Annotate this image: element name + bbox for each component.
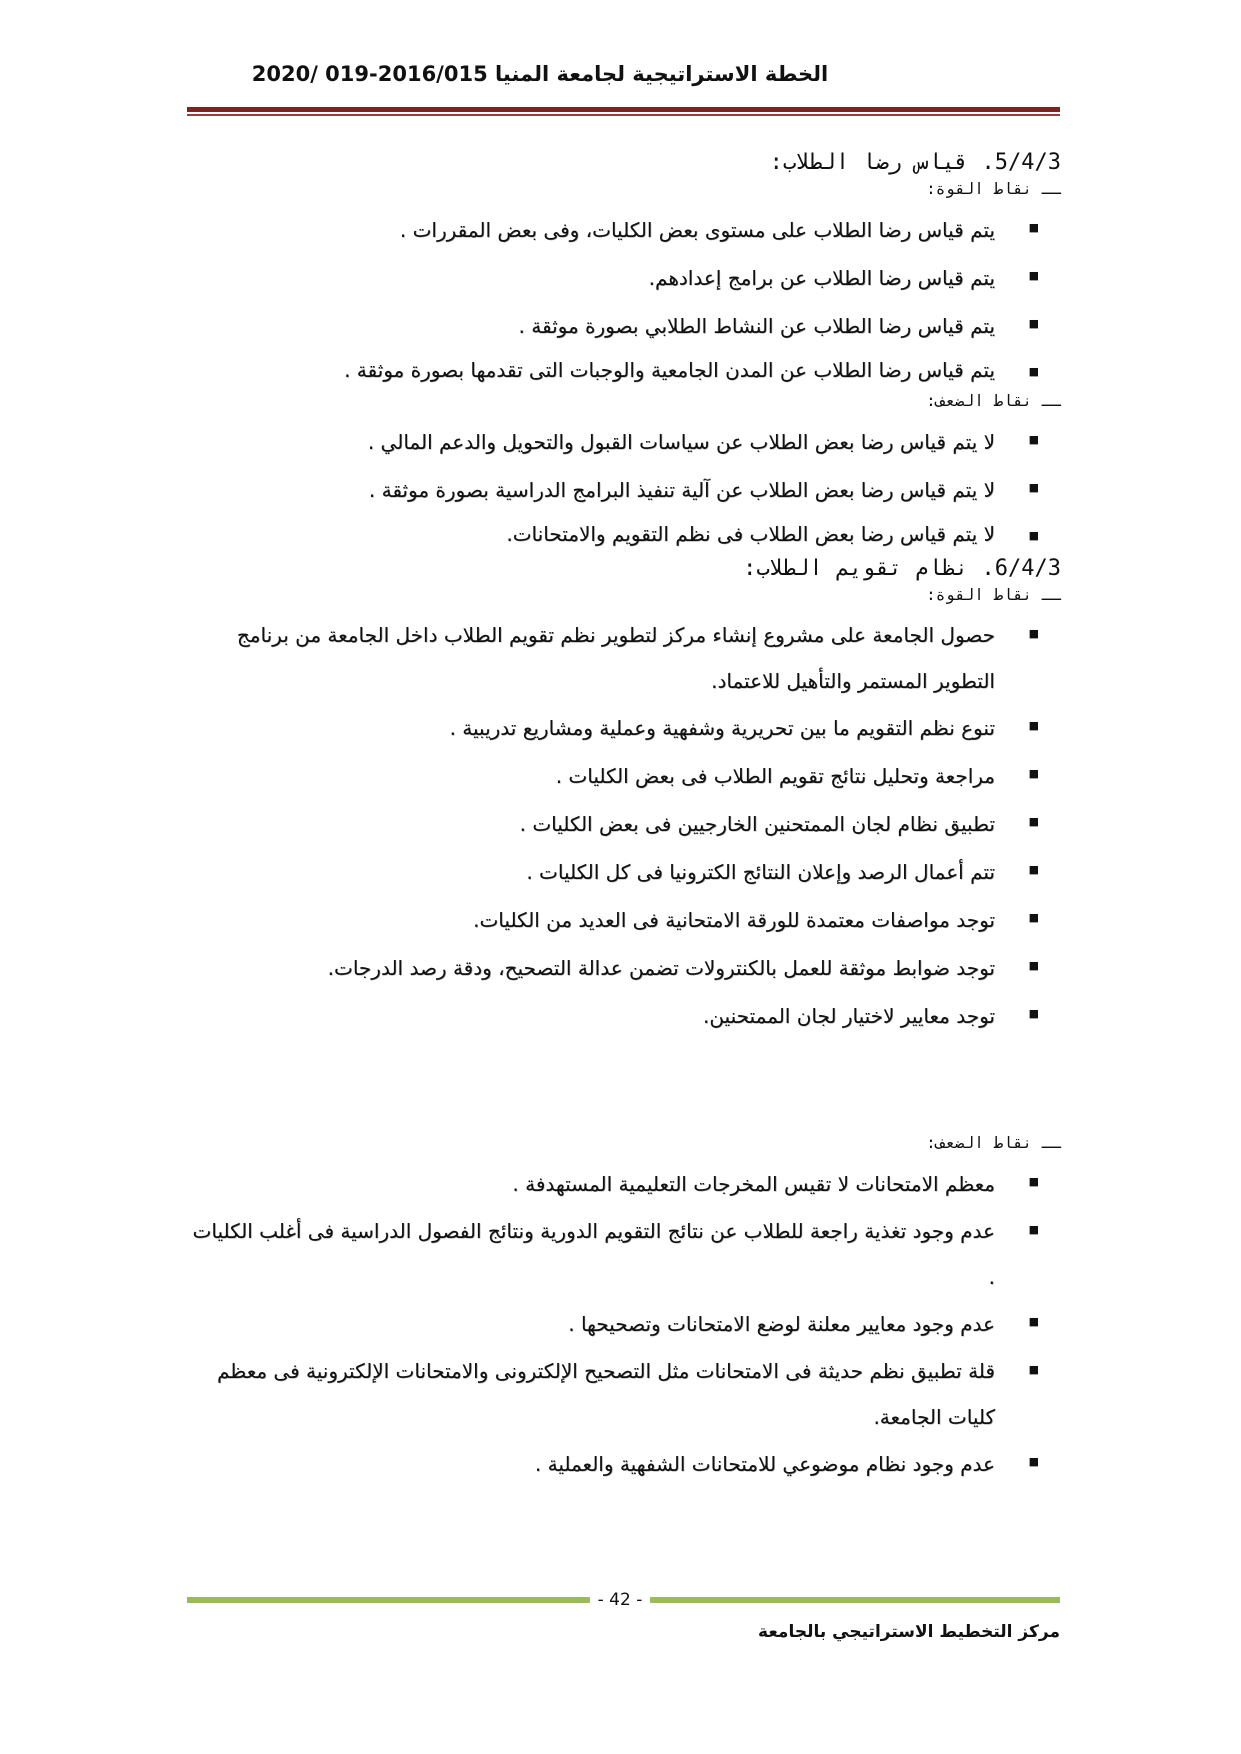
list-item: ■ لا يتم قياس رضا بعض الطلاب فى نظم التقويم والامتحانات. <box>190 514 995 554</box>
bullet-icon: ■ <box>1028 1363 1039 1376</box>
bullet-icon: ■ <box>1028 767 1039 780</box>
list-item: ■ توجد ضوابط موثقة للعمل بالكنترولات تضمن عدالة التصحيح، ودقة رصد الدرجات. <box>190 944 995 992</box>
bullet-icon: ■ <box>1028 815 1039 828</box>
bullet-icon: ■ <box>1028 221 1039 234</box>
spacer <box>190 1040 1061 1132</box>
bullet-icon: ■ <box>1028 627 1039 640</box>
weaknesses-list <box>190 418 1061 554</box>
bullet-icon: ■ <box>1028 863 1039 876</box>
bullet-icon: ■ <box>1028 529 1039 542</box>
bullet-icon: ■ <box>1028 481 1039 494</box>
bullet-icon: ■ <box>1028 1315 1039 1328</box>
list-item: ■ لا يتم قياس رضا بعض الطلاب عن سياسات القبول والتحويل والدعم المالي . <box>190 418 995 466</box>
page-number: - 42 - <box>590 1590 650 1610</box>
bullet-icon: ■ <box>1028 1007 1039 1020</box>
list-item: ■ تنوع نظم التقويم ما بين تحريرية وشفهية وعملية ومشاريع تدريبية . <box>190 704 995 752</box>
list-item: ■ يتم قياس رضا الطلاب على مستوى بعض الكليات، وفى بعض المقررات . <box>190 206 995 254</box>
bullet-icon: ■ <box>1028 365 1039 378</box>
footer-center-name: مركز التخطيط الاستراتيجي بالجامعة <box>758 1622 1060 1642</box>
list-item: ■ عدم وجود تغذية راجعة للطلاب عن نتائج التقويم الدورية ونتائج الفصول الدراسية فى أغلب الكليات . <box>190 1208 995 1300</box>
list-item: ■ يتم قياس رضا الطلاب عن النشاط الطلابي بصورة موثقة . <box>190 302 995 350</box>
header-rule <box>187 107 1060 112</box>
list-item: ■ تطبيق نظام لجان الممتحنين الخارجيين فى بعض الكليات . <box>190 800 995 848</box>
list-item: ■ حصول الجامعة على مشروع إنشاء مركز لتطوير نظم تقويم الطلاب داخل الجامعة من برنامج التطوير المستمر والتأهيل للاعتماد. <box>190 612 995 704</box>
header-rule-secondary <box>187 114 1060 116</box>
section-heading: 5/4/3. قياس رضا الطلاب: <box>769 150 1061 175</box>
bullet-icon: ■ <box>1028 317 1039 330</box>
bullet-icon: ■ <box>1028 269 1039 282</box>
weaknesses-label: ــ نقاط الضعف: <box>926 391 1061 410</box>
bullet-icon: ■ <box>1028 1175 1039 1188</box>
strengths-list <box>190 206 1061 390</box>
list-item: ■ يتم قياس رضا الطلاب عن المدن الجامعية والوجبات التى تقدمها بصورة موثقة . <box>190 350 995 390</box>
document-body <box>190 148 1061 1488</box>
list-item: ■ تتم أعمال الرصد وإعلان النتائج الكترونيا فى كل الكليات . <box>190 848 995 896</box>
bullet-icon: ■ <box>1028 959 1039 972</box>
bullet-icon: ■ <box>1028 1455 1039 1468</box>
section-student-satisfaction <box>190 148 1061 554</box>
list-item: ■ معظم الامتحانات لا تقيس المخرجات التعليمية المستهدفة . <box>190 1160 995 1208</box>
list-item: ■ عدم وجود نظام موضوعي للامتحانات الشفهية والعملية . <box>190 1440 995 1488</box>
document-header-title: الخطة الاستراتيجية لجامعة المنيا 2016/015-019 /2020 <box>251 62 829 86</box>
list-item: ■ توجد معايير لاختيار لجان الممتحنين. <box>190 992 995 1040</box>
section-heading: 6/4/3. نظام تقويم الطلاب: <box>743 556 1061 581</box>
list-item: ■ قلة تطبيق نظم حديثة فى الامتحانات مثل التصحيح الإلكترونى والامتحانات الإلكترونية فى معظم كليات الجامعة. <box>190 1348 995 1440</box>
bullet-icon: ■ <box>1028 433 1039 446</box>
list-item: ■ عدم وجود معايير معلنة لوضع الامتحانات وتصحيحها . <box>190 1300 995 1348</box>
strengths-list <box>190 612 1061 1040</box>
list-item: ■ لا يتم قياس رضا بعض الطلاب عن آلية تنفيذ البرامج الدراسية بصورة موثقة . <box>190 466 995 514</box>
list-item: ■ مراجعة وتحليل نتائج تقويم الطلاب فى بعض الكليات . <box>190 752 995 800</box>
bullet-icon: ■ <box>1028 911 1039 924</box>
list-item: ■ يتم قياس رضا الطلاب عن برامج إعدادهم. <box>190 254 995 302</box>
section-student-assessment <box>190 554 1061 1488</box>
weaknesses-list <box>190 1160 1061 1488</box>
strengths-label: ــ نقاط القوة: <box>926 585 1061 604</box>
bullet-icon: ■ <box>1028 1223 1039 1236</box>
list-item: ■ توجد مواصفات معتمدة للورقة الامتحانية فى العديد من الكليات. <box>190 896 995 944</box>
weaknesses-label: ــ نقاط الضعف: <box>926 1133 1061 1152</box>
bullet-icon: ■ <box>1028 719 1039 732</box>
strengths-label: ــ نقاط القوة: <box>926 179 1061 198</box>
